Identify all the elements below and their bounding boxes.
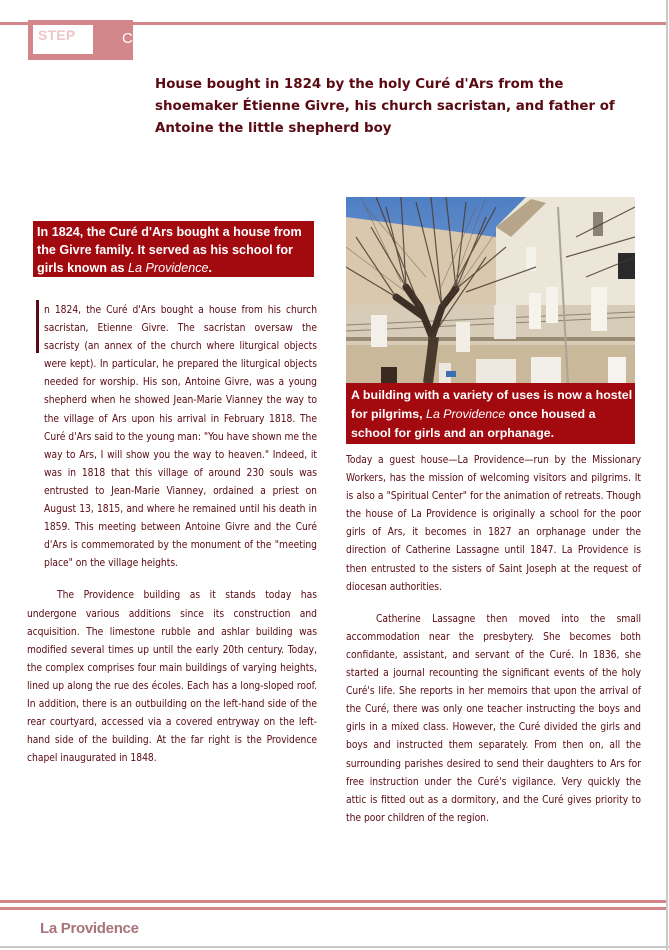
callout-italic: La Providence [127,261,209,275]
callout-box [33,221,314,277]
right-paragraph-2: Catherine Lassagne then moved into the small accommodation near the presbytery. She becomes both confidante, assistant, and servant of the Curé. In 1836, she started a journal recounting the significant events of the holy Curé's life. She reports in her memoirs that upon the arrival of the Curé, there was only one teacher instructing the boys and girls in a mixed class. However, the Curé divided the girls and boys and instructed them separately. From then on, all the surrounding parishes desired to send their daughters to Ars for free instruction under the Curé's vigilance. Very quickly the attic is fitted out as a dormitory, and the Curé gives priority to the poor children of the region. [346,613,641,824]
footer-rule-bottom [0,907,666,910]
left-column [27,302,317,768]
page-title: House bought in 1824 by the holy Curé d'Ars from the shoemaker Étienne Givre, his church sacristan, and father of Antoine the little shepherd boy [155,77,615,136]
page-border-right [666,0,668,950]
building-photo [346,197,635,383]
footer-label: La Providence [40,920,139,937]
page-border-bottom [0,946,669,948]
step-letter: C [122,30,133,47]
right-column [346,452,641,828]
caption-end: once housed a school for girls and an orphanage. [351,407,596,440]
footer-rule-top [0,900,666,903]
step-label: STEP [38,27,76,43]
callout-end: . [208,261,212,275]
left-paragraph-2: The Providence building as it stands today has undergone various additions since its construction and acquisition. The limestone rubble and ashlar building was modified several times up until the early 20th century. Today, the complex comprises four main buildings of varying heights, lined up along the rue des écoles. Each has a long-sloped roof. In addition, there is an outbuilding on the left-hand side of the rear courtyard, accessed via a covered entryway on the left-hand side of the building. At the far right is the Providence chapel inaugurated in 1848. [27,590,317,765]
left-paragraph-1-text: n 1824, the Curé d'Ars bought a house from his church sacristan, Etienne Givre. The sacristan oversaw the sacristy (an annex of the church where liturgical objects were kept). In particular, he prepared the liturgical objects needed for worship. His son, Antoine Givre, was a young shepherd when he showed Jean-Marie Vianney the way to the village of Ars upon his arrival in February 1818. The Curé d'Ars said to the young man: "You have shown me the way to Ars, I will show you the way to heaven." Indeed, it was in 1818 that this village of around 230 souls was entrusted to Jean-Marie Vianney, ordained a priest on August 13, 1815, and where he remained until his death in 1859. This meeting between Antoine Givre and the Curé d'Ars is commemorated by the monument of the "meeting place" on the village heights. [44,305,317,570]
right-paragraph-1: Today a guest house—La Providence—run by the Missionary Workers, has the mission of welcoming visitors and pilgrims. It is also a "Spiritual Center" for the animation of retreats. Though the house of La Providence is originally a school for the poor girls of Ars, it becomes in 1827 an orphanage under the direction of Catherine Lassagne until 1847. La Providence is then entrusted to the sisters of Saint Joseph at the request of diocesan authorities. [346,455,641,593]
step-badge [28,20,133,60]
building-photo-image [346,197,635,383]
callout-text: In 1824, the Curé d'Ars bought a house from the Givre family. It served as his school for girls known as [37,225,302,275]
photo-caption [346,383,635,444]
caption-italic: La Providence [426,407,506,421]
caption-text: A building with a variety of uses is now a hostel for pilgrims, [351,388,633,421]
left-paragraph-1 [27,302,317,573]
